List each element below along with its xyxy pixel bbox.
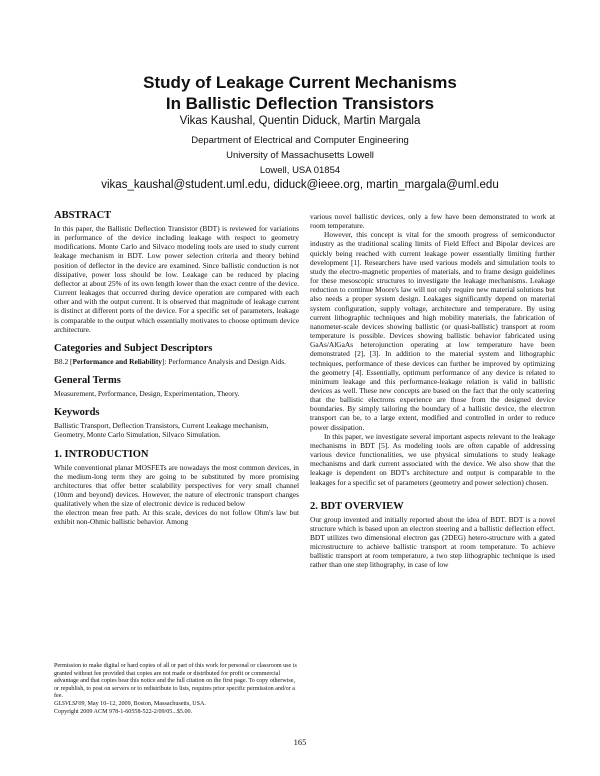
permission-notice <box>54 663 299 716</box>
introduction-heading: 1. INTRODUCTION <box>54 448 149 460</box>
copyright-line: Copyright 2009 ACM 978-1-60558-522-2/09/05...$5.00. <box>54 708 193 715</box>
venue-line <box>54 701 299 709</box>
introduction-paragraph-1: While conventional planar MOSFETs are nowadays the most common devices, in the medium-long term they are going to be substituted by more promising architectures that offer better scalability perspectives for very small channel (10nm and beyond) devices. However, the nature of electronic transport changes qualitatively when the size of electronic device is reduced below <box>54 462 299 509</box>
general-terms-text: Measurement, Performance, Design, Experimentation, Theory. <box>54 389 240 399</box>
title-line-2: In Ballistic Deflection Transistors <box>165 94 435 113</box>
right-paragraph-2: However, this concept is vital for the smooth progress of semiconductor industry as the traditional scaling limits of Field Effect and Bipolar devices are quickly being reached with current leakage power essentially limiting further development [1]. Researchers have used various models and simulation tools to study the electro-magnetic properties of materials, and to frame design guidelines for these mesoscopic structures to investigate the leakage mechanisms. Leakage reduction to continue Moore's law will not only require new material solutions but also needs a proper system design. Leakages significantly depend on material system configuration, supply voltage, architecture and temperature. By using current lithographic techniques and high mobility materials, the fabrication of nanometer-scale devices showing ballistic (or quasi-ballistic) transport at room temperature is possible. Devices showing ballistic behavior fabricated using GaAs/AlGaAs heterojunction operating at low temperature have been demonstrated [2], [3]. In addition to the material system and lithographic techniques, performance of these devices can further be improved by optimizing the geometry [4]. Essentially, optimum performance of any device is related to minimum leakage and this performance-leakage relation is valid in ballistic devices as well. These new concepts are based on the fact that the only scattering that the ballistic electrons experience are those from the designed device boundaries. By simply tailoring the boundary of a ballistic device, the electron transport can be, to a large extent, modified and controlled in order to reduce power dissipation. <box>310 230 555 432</box>
abstract-heading: ABSTRACT <box>54 210 112 221</box>
paper-title <box>40 72 560 114</box>
page-number: 165 <box>293 737 307 747</box>
permission-text: Permission to make digital or hard copies of all or part of this work for personal or classroom use is granted without fee provided that copies are not made or distributed for profit or commercial advantage and that copies bear this notice and the full citation on the first page. To copy otherwise, or republish, to post on servers or to redistribute to lists, requires prior specific permission and/or a fee. <box>54 663 297 700</box>
title-line-1: Study of Leakage Current Mechanisms <box>143 73 457 92</box>
categories-text <box>54 357 299 366</box>
right-column <box>310 212 555 570</box>
affiliation-university: University of Massachusetts Lowell <box>226 150 374 161</box>
author-emails: vikas_kaushal@student.uml.edu, diduck@ieee.org, martin_margala@uml.edu <box>101 179 499 191</box>
abstract-text: In this paper, the Ballistic Deflection Transistor (BDT) is reviewed for variations in performance of the device including leakage with respect to geometry modifications. Monte Carlo and Silvaco modeling tools are used to study current leakage mechanism in BDT. Low power selection criteria and theory behind position of deflector in the device are examined. Since ballistic conduction is not dissipative, power loss should be low. Leakage can be reduced by placing deflector at about 25% of its own length lower than the exact centre of the device. Current leakages that occurred during device operation are compared with each other and with the output current. It is observed that magnitude of leakage current is distinct at different ports of the device. For a specific set of parameters, leakage is comparable to the output which essentially motivates to choose optimum device architecture. <box>54 224 299 334</box>
categories-rest: ]: Performance Analysis and Design Aids. <box>161 356 286 366</box>
introduction-paragraph-2: the electron mean free path. At this scale, devices do not follow Ohm's law but exhibit non-Ohmic ballistic behavior. Among <box>54 508 299 527</box>
left-column <box>54 210 299 527</box>
affiliation-department: Department of Electrical and Computer Engineering <box>191 135 409 146</box>
right-paragraph-3: In this paper, we investigate several important aspects relevant to the leakage mechanisms in BDT [5]. As modeling tools are often capable of addressing various device functionalities, we use physical simulations to study leakage mechanisms and dark current associated with the device. We also show that the leakage is dependent on BDT's architecture and output is comparable to the leakages for a specific set of parameters (geometry and power selection) chosen. <box>310 431 555 487</box>
author-list: Vikas Kaushal, Quentin Diduck, Martin Margala <box>179 115 421 127</box>
general-terms-heading: General Terms <box>54 375 121 387</box>
categories-bold: Performance and Reliability <box>72 356 162 366</box>
keywords-text: Ballistic Transport, Deflection Transistors, Current Leakage mechanism, Geometry, Monte Carlo Simulation, Silvaco Simulation. <box>54 421 269 440</box>
affiliation-city: Lowell, USA 01854 <box>259 165 341 176</box>
bdt-overview-paragraph: Our group invented and initially reported about the idea of BDT. BDT is a novel structure which is based upon an electron steering and a ballistic deflection effect. BDT utilizes two dimensional electron gas (2DEG) hetero-structure with a gated microstructure to achieve ballistic transport at room temperature. To achieve ballistic transport at room temperature, a two step lithographic technique is used rather than one step lithography, in case of low <box>310 514 555 570</box>
categories-heading: Categories and Subject Descriptors <box>54 342 213 354</box>
categories-code: B8.2 [ <box>54 356 73 366</box>
venue-name: GLSVLSI'09 <box>54 700 85 707</box>
venue-details: , May 10–12, 2009, Boston, Massachusetts, USA. <box>84 700 206 707</box>
right-paragraph-1: various novel ballistic devices, only a few have been demonstrated to work at room temperature. <box>310 212 555 231</box>
keywords-heading: Keywords <box>54 407 100 419</box>
bdt-overview-heading: 2. BDT OVERVIEW <box>310 500 404 512</box>
